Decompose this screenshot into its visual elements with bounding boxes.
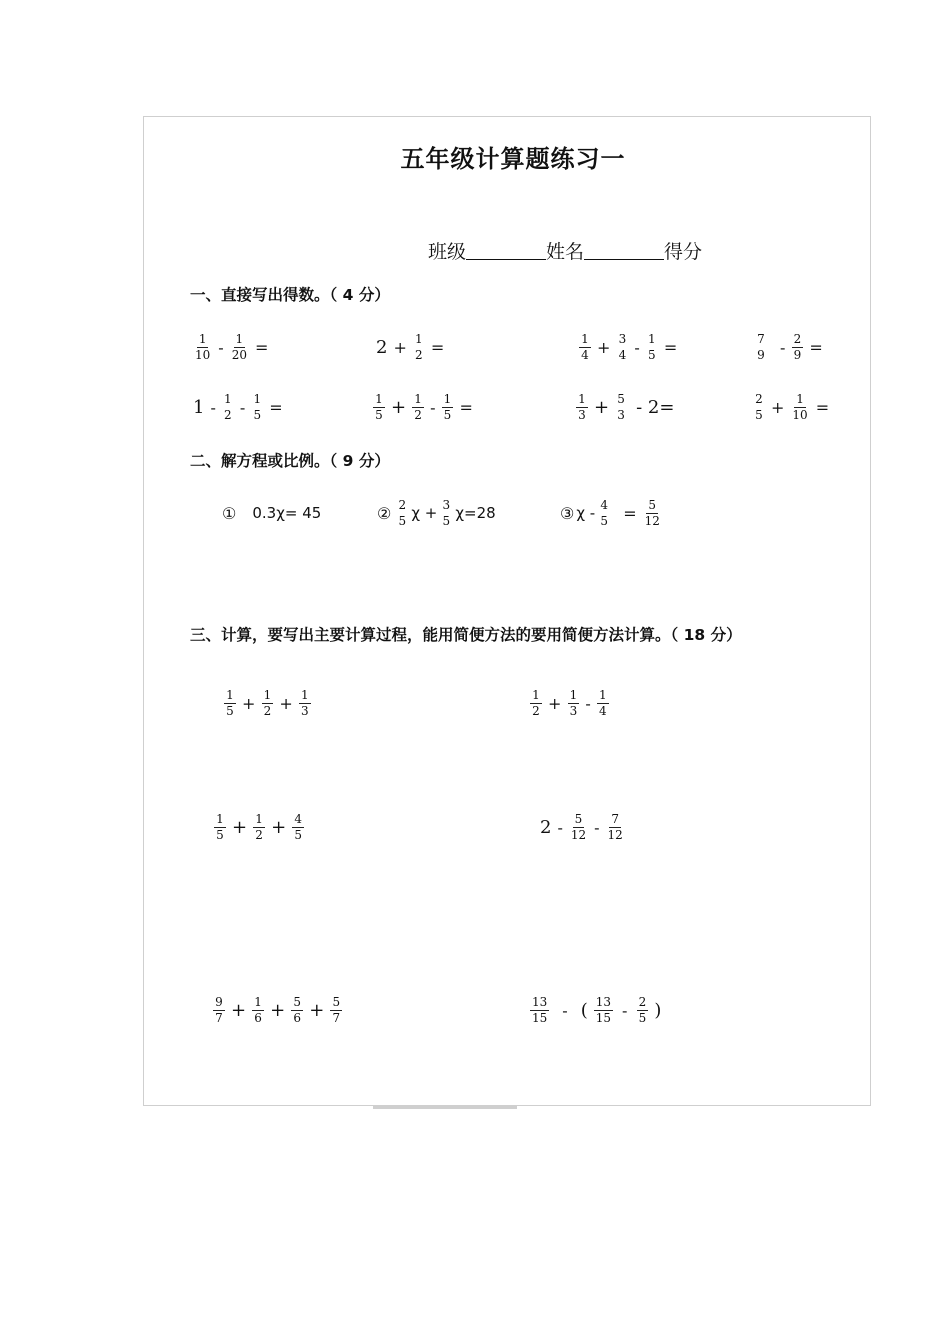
denominator: 9 bbox=[757, 347, 765, 362]
fraction bbox=[597, 689, 609, 718]
fraction bbox=[299, 689, 311, 718]
denominator: 5 bbox=[226, 703, 234, 718]
numerator: 13 bbox=[595, 994, 611, 1009]
denominator: 6 bbox=[254, 1010, 262, 1025]
denominator: 5 bbox=[216, 827, 224, 842]
fraction bbox=[606, 813, 625, 842]
math-symbol: - bbox=[622, 1000, 628, 1020]
numerator: 4 bbox=[600, 497, 609, 512]
fraction bbox=[396, 499, 408, 528]
denominator: 5 bbox=[647, 347, 656, 362]
item-marker: ① bbox=[222, 503, 237, 523]
numerator: 1 bbox=[578, 391, 586, 406]
section-3-heading: 三、计算，要写出主要计算过程，能用简便方法的要用简便方法计算。（ 18 分） bbox=[190, 626, 742, 644]
denominator: 5 bbox=[375, 407, 383, 422]
denominator: 3 bbox=[617, 407, 625, 422]
math-symbol: + bbox=[232, 816, 248, 838]
math-symbol: - bbox=[430, 397, 436, 417]
class-label: 班级 bbox=[428, 241, 467, 263]
math-symbol: - bbox=[218, 337, 224, 357]
fraction bbox=[646, 333, 658, 362]
fraction bbox=[442, 393, 454, 422]
fraction bbox=[615, 393, 627, 422]
class-blank[interactable] bbox=[466, 241, 546, 260]
denominator: 2 bbox=[255, 827, 263, 842]
denominator: 2 bbox=[224, 407, 232, 422]
s1-problem-2 bbox=[373, 327, 447, 367]
math-symbol: - 2= bbox=[636, 396, 675, 418]
math-symbol: + bbox=[271, 816, 287, 838]
fraction bbox=[569, 813, 588, 842]
fraction bbox=[224, 689, 236, 718]
fraction bbox=[373, 393, 385, 422]
s2-equation-1 bbox=[222, 493, 321, 533]
s1-problem-7 bbox=[573, 387, 677, 427]
s1-problem-3 bbox=[576, 327, 680, 367]
denominator: 7 bbox=[215, 1010, 223, 1025]
math-symbol: - bbox=[562, 1000, 568, 1020]
numerator: 5 bbox=[332, 994, 341, 1009]
fraction bbox=[579, 333, 591, 362]
name-label: 姓名 bbox=[546, 241, 585, 263]
numerator: 2 bbox=[755, 391, 763, 406]
math-symbol: + bbox=[393, 337, 407, 357]
fraction bbox=[616, 333, 628, 362]
fraction bbox=[576, 393, 588, 422]
numerator: 1 bbox=[415, 331, 423, 346]
fraction bbox=[440, 499, 452, 528]
numerator: 13 bbox=[532, 994, 548, 1009]
s2-equation-3 bbox=[560, 493, 665, 533]
math-symbol: ) bbox=[654, 999, 662, 1021]
denominator: 5 bbox=[638, 1010, 647, 1025]
denominator: 20 bbox=[231, 347, 247, 362]
fraction bbox=[594, 996, 613, 1025]
numerator: 5 bbox=[617, 391, 625, 406]
denominator: 4 bbox=[598, 703, 607, 718]
fraction bbox=[791, 333, 803, 362]
fraction bbox=[252, 996, 264, 1025]
numerator: 7 bbox=[757, 331, 765, 346]
numerator: 1 bbox=[581, 331, 589, 346]
math-symbol: 1 bbox=[193, 396, 205, 418]
denominator: 5 bbox=[600, 513, 609, 528]
math-symbol: + bbox=[548, 693, 562, 713]
math-symbol: = bbox=[269, 397, 283, 417]
fraction bbox=[530, 996, 549, 1025]
math-symbol: - bbox=[557, 817, 563, 837]
math-symbol: = bbox=[459, 397, 473, 417]
numerator: 3 bbox=[442, 497, 451, 512]
fraction bbox=[598, 499, 610, 528]
math-symbol: - bbox=[780, 337, 786, 357]
numerator: 4 bbox=[294, 811, 302, 826]
s1-problem-1 bbox=[190, 327, 271, 367]
denominator: 2 bbox=[532, 703, 540, 718]
denominator: 2 bbox=[415, 347, 423, 362]
denominator: 7 bbox=[332, 1010, 341, 1025]
denominator: 2 bbox=[263, 703, 272, 718]
numerator: 1 bbox=[569, 687, 578, 702]
numerator: 1 bbox=[532, 687, 540, 702]
fraction bbox=[412, 393, 424, 422]
fraction bbox=[636, 996, 648, 1025]
denominator: 10 bbox=[792, 407, 808, 422]
s3-problem-4 bbox=[537, 807, 628, 847]
math-symbol: + bbox=[597, 337, 611, 357]
page-footer-divider bbox=[373, 1106, 517, 1109]
math-symbol: + bbox=[391, 396, 407, 418]
numerator: 1 bbox=[224, 391, 232, 406]
numerator: 5 bbox=[574, 811, 583, 826]
denominator: 4 bbox=[618, 347, 627, 362]
math-symbol: + bbox=[270, 999, 286, 1021]
math-text: 0.3χ= 45 bbox=[252, 504, 322, 522]
denominator: 5 bbox=[398, 513, 407, 528]
fraction bbox=[253, 813, 265, 842]
math-symbol: 2 bbox=[540, 816, 552, 838]
fraction bbox=[213, 996, 225, 1025]
math-symbol: - bbox=[239, 397, 246, 417]
numerator: 1 bbox=[375, 391, 383, 406]
denominator: 3 bbox=[578, 407, 586, 422]
fraction bbox=[230, 333, 249, 362]
numerator: 2 bbox=[398, 497, 407, 512]
denominator: 12 bbox=[644, 513, 660, 528]
denominator: 6 bbox=[293, 1010, 301, 1025]
worksheet-title: 五年级计算题练习一 bbox=[400, 145, 626, 173]
numerator: 1 bbox=[216, 811, 224, 826]
s1-problem-5 bbox=[190, 387, 286, 427]
math-text: χ + bbox=[411, 504, 438, 522]
fraction bbox=[222, 393, 234, 422]
math-symbol: = bbox=[815, 397, 830, 417]
numerator: 1 bbox=[443, 391, 452, 406]
fraction bbox=[755, 333, 767, 362]
math-symbol: + bbox=[771, 397, 785, 417]
numerator: 1 bbox=[254, 994, 262, 1009]
item-marker: ② bbox=[377, 503, 392, 523]
numerator: 1 bbox=[198, 331, 207, 346]
math-text: χ - bbox=[576, 504, 596, 522]
fraction bbox=[413, 333, 425, 362]
fraction bbox=[261, 689, 273, 718]
denominator: 4 bbox=[581, 347, 589, 362]
math-symbol: + bbox=[594, 396, 610, 418]
numerator: 1 bbox=[255, 811, 263, 826]
fraction bbox=[643, 499, 662, 528]
numerator: 1 bbox=[226, 687, 234, 702]
numerator: 9 bbox=[215, 994, 223, 1009]
math-symbol: - bbox=[585, 693, 591, 713]
math-symbol: + bbox=[242, 693, 256, 713]
math-symbol: = bbox=[254, 337, 269, 357]
numerator: 1 bbox=[414, 391, 422, 406]
s2-equation-2 bbox=[377, 493, 496, 533]
numerator: 5 bbox=[293, 994, 301, 1009]
math-symbol: = bbox=[663, 337, 678, 357]
fraction bbox=[530, 689, 542, 718]
section-2-heading: 二、解方程或比例。（ 9 分） bbox=[190, 452, 390, 470]
math-symbol: - bbox=[594, 817, 600, 837]
s3-problem-1 bbox=[221, 683, 314, 723]
fraction bbox=[214, 813, 226, 842]
numerator: 1 bbox=[300, 687, 309, 702]
math-symbol: ( bbox=[580, 999, 588, 1021]
numerator: 2 bbox=[638, 994, 647, 1009]
item-marker: ③ bbox=[560, 503, 575, 523]
section-1-heading: 一、直接写出得数。（ 4 分） bbox=[190, 286, 390, 304]
math-text: χ=28 bbox=[455, 504, 496, 522]
fraction bbox=[753, 393, 765, 422]
numerator: 1 bbox=[796, 391, 804, 406]
s3-problem-3 bbox=[211, 807, 307, 847]
fraction bbox=[292, 813, 304, 842]
s1-problem-8 bbox=[750, 387, 832, 427]
math-symbol: = bbox=[430, 337, 445, 357]
numerator: 7 bbox=[611, 811, 619, 826]
numerator: 1 bbox=[253, 391, 262, 406]
denominator: 5 bbox=[294, 827, 302, 842]
numerator: 3 bbox=[618, 331, 627, 346]
math-symbol: + bbox=[309, 999, 325, 1021]
s3-problem-2 bbox=[527, 683, 612, 723]
math-symbol: = bbox=[623, 503, 637, 523]
denominator: 10 bbox=[195, 347, 211, 362]
numerator: 1 bbox=[263, 687, 272, 702]
denominator: 2 bbox=[414, 407, 422, 422]
s3-problem-6 bbox=[527, 990, 664, 1030]
name-blank[interactable] bbox=[584, 241, 664, 260]
denominator: 5 bbox=[443, 407, 452, 422]
math-symbol: + bbox=[231, 999, 247, 1021]
denominator: 9 bbox=[793, 347, 802, 362]
fraction bbox=[291, 996, 303, 1025]
fraction bbox=[790, 393, 809, 422]
fraction bbox=[567, 689, 579, 718]
denominator: 12 bbox=[570, 827, 587, 842]
denominator: 15 bbox=[595, 1010, 611, 1025]
denominator: 5 bbox=[442, 513, 451, 528]
denominator: 12 bbox=[607, 827, 623, 842]
denominator: 5 bbox=[755, 407, 763, 422]
s1-problem-4 bbox=[752, 327, 826, 367]
fraction bbox=[251, 393, 263, 422]
denominator: 5 bbox=[253, 407, 262, 422]
fraction bbox=[330, 996, 342, 1025]
numerator: 2 bbox=[793, 331, 802, 346]
math-symbol: + bbox=[279, 693, 293, 713]
score-label: 得分 bbox=[664, 241, 703, 263]
denominator: 15 bbox=[532, 1010, 548, 1025]
denominator: 3 bbox=[569, 703, 578, 718]
worksheet-page bbox=[143, 116, 871, 1106]
math-symbol: - bbox=[634, 337, 640, 357]
math-symbol: 2 bbox=[376, 336, 388, 358]
math-symbol: - bbox=[210, 397, 216, 417]
denominator: 3 bbox=[300, 703, 309, 718]
numerator: 1 bbox=[598, 687, 607, 702]
numerator: 1 bbox=[235, 331, 244, 346]
fraction bbox=[193, 333, 212, 362]
math-symbol: = bbox=[809, 337, 823, 357]
student-info-line bbox=[428, 237, 702, 264]
numerator: 5 bbox=[648, 497, 657, 512]
s1-problem-6 bbox=[370, 387, 476, 427]
s3-problem-5 bbox=[210, 990, 345, 1030]
numerator: 1 bbox=[647, 331, 656, 346]
